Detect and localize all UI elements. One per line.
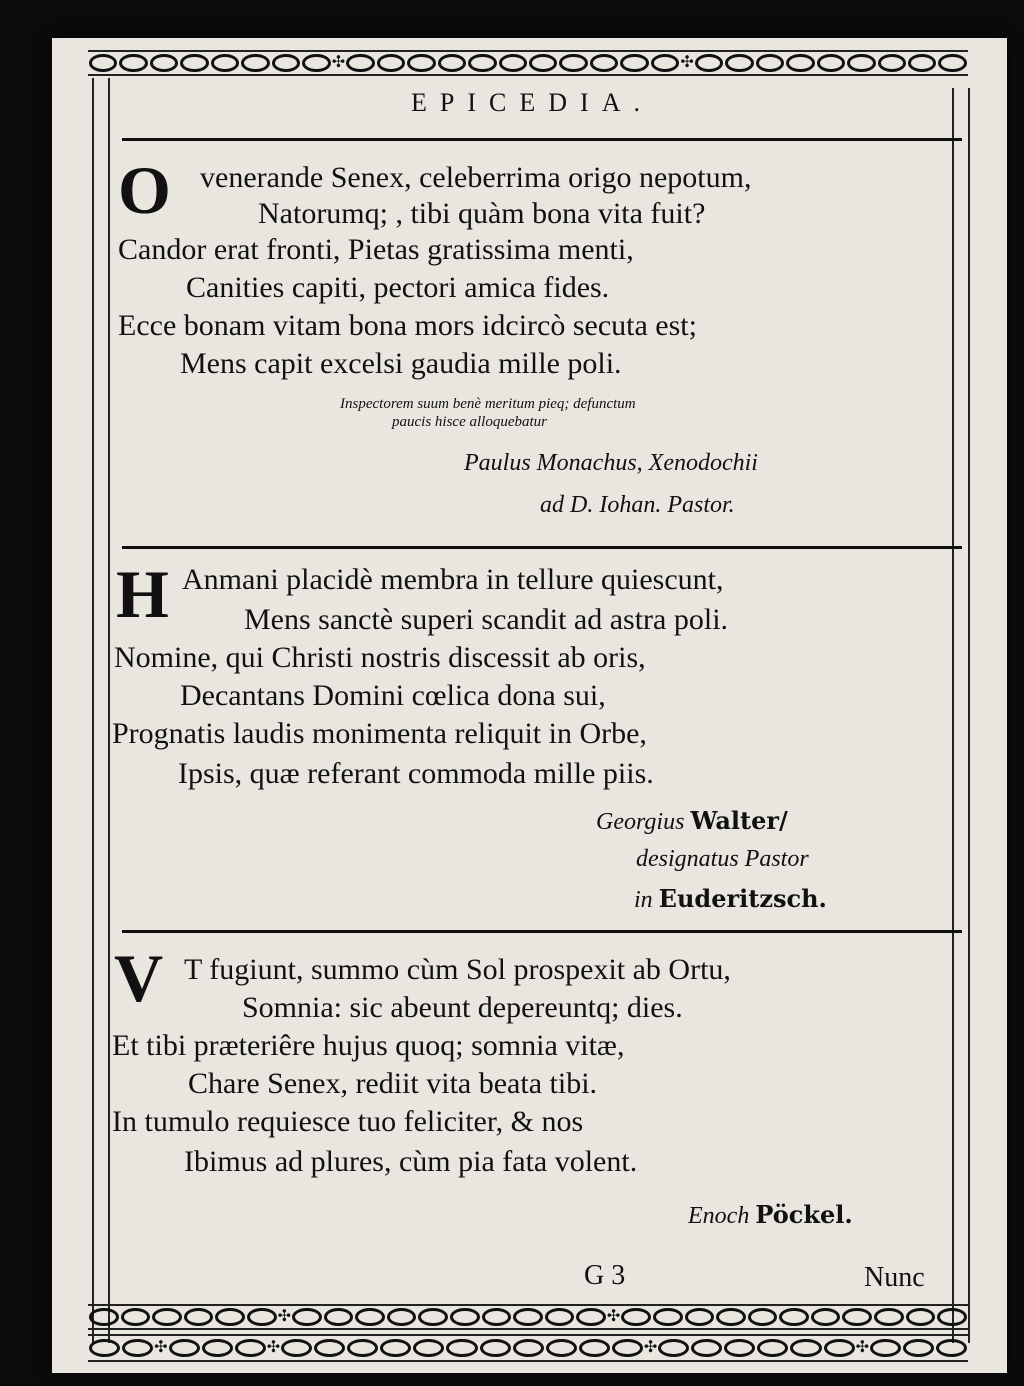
right-frame-rule bbox=[952, 88, 970, 1343]
poem2-author-in: in bbox=[634, 887, 653, 913]
poem2-dropcap: H bbox=[116, 556, 169, 632]
poem1-author: Paulus Monachus, Xenodochii bbox=[464, 450, 758, 476]
poem1-dropcap: O bbox=[118, 152, 171, 228]
poem2-author-surname: Walter/ bbox=[690, 806, 788, 835]
book-page bbox=[52, 38, 1007, 1373]
left-frame-rule bbox=[92, 78, 110, 1343]
poem2-line: Nomine, qui Christi nostris discessit ab oris, bbox=[114, 641, 646, 674]
poem3-line: Chare Senex, rediit vita beata tibi. bbox=[188, 1067, 598, 1100]
poem1-author-title: ad D. Iohan. Pastor. bbox=[540, 492, 735, 518]
top-ornament-border: ✣ ✣ bbox=[88, 50, 968, 76]
poem1-line: Mens capit excelsi gaudia mille poli. bbox=[180, 347, 622, 380]
signature-mark: G 3 bbox=[584, 1260, 626, 1291]
poem3-line: Somnia: sic abeunt depereuntq; dies. bbox=[242, 991, 683, 1024]
bottom-ornament-border: ✣ ✣ bbox=[88, 1304, 968, 1330]
poem1-dedication: paucis hisce alloquebatur bbox=[392, 414, 547, 430]
poem2-line: Mens sanctè superi scandit ad astra poli. bbox=[244, 603, 729, 636]
poem2-line: Prognatis laudis monimenta reliquit in Orbe, bbox=[112, 717, 647, 750]
bottom-ornament-border-lower: ✣ ✣ ✣ ✣ bbox=[88, 1334, 968, 1362]
poem3-dropcap: V bbox=[114, 940, 164, 1016]
poem2-line: Ipsis, quæ referant commoda mille piis. bbox=[178, 757, 654, 790]
poem1-line: Canities capiti, pectori amica fides. bbox=[186, 271, 610, 304]
poem3-author-surname: Pöckel. bbox=[755, 1200, 853, 1229]
section-rule bbox=[122, 546, 962, 549]
poem3-line: T fugiunt, summo cùm Sol prospexit ab Ortu, bbox=[184, 953, 731, 986]
poem3-author-first: Enoch bbox=[688, 1203, 750, 1229]
poem3-line: Ibimus ad plures, cùm pia fata volent. bbox=[184, 1145, 638, 1178]
header-rule bbox=[122, 138, 962, 141]
poem3-author bbox=[688, 1200, 853, 1230]
poem1-dedication: Inspectorem suum benè meritum pieq; defunctum bbox=[340, 396, 636, 412]
poem2-author-title: designatus Pastor bbox=[636, 846, 809, 872]
poem2-author-first: Georgius bbox=[596, 809, 685, 835]
poem1-line: venerande Senex, celeberrima origo nepotum, bbox=[200, 161, 752, 194]
poem2-line: Anmani placidè membra in tellure quiescunt, bbox=[182, 563, 724, 596]
poem2-line: Decantans Domini cœlica dona sui, bbox=[180, 679, 606, 712]
section-rule bbox=[122, 930, 962, 933]
poem3-line: Et tibi præteriêre hujus quoq; somnia vitæ, bbox=[112, 1029, 625, 1062]
running-head: EPICEDIA. bbox=[411, 88, 653, 117]
poem1-line: Ecce bonam vitam bona mors idcircò secuta est; bbox=[118, 309, 697, 342]
poem1-line: Candor erat fronti, Pietas gratissima menti, bbox=[118, 233, 634, 266]
poem2-author-place bbox=[634, 884, 827, 914]
poem1-line: Natorumq; , tibi quàm bona vita fuit? bbox=[258, 197, 706, 230]
poem2-author-town: Euderitzsch. bbox=[658, 884, 827, 913]
poem2-author bbox=[596, 806, 788, 836]
catchword: Nunc bbox=[864, 1262, 925, 1293]
poem3-line: In tumulo requiesce tuo feliciter, & nos bbox=[112, 1105, 584, 1138]
